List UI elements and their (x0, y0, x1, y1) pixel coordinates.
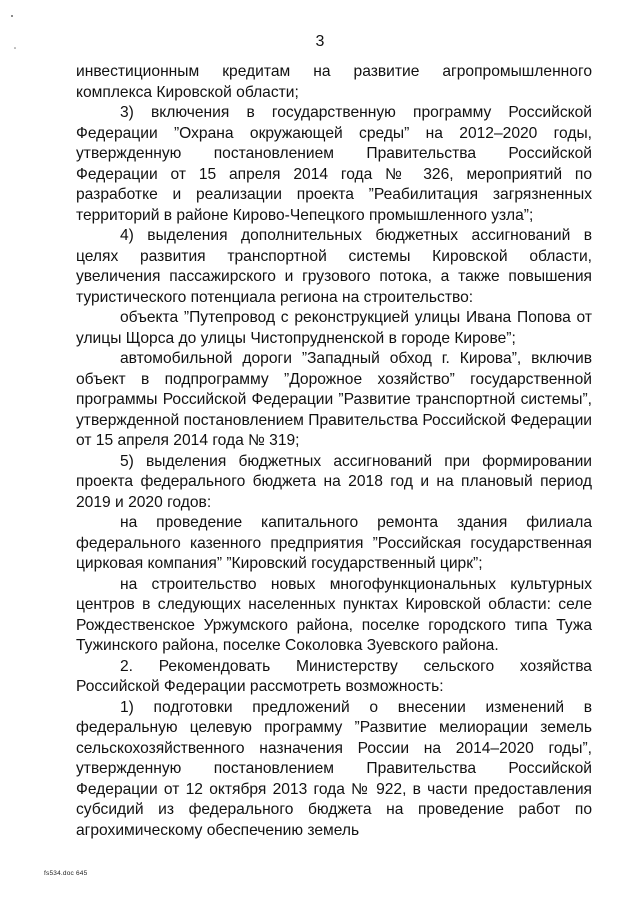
paragraph-western-bypass: автомобильной дороги ”Западный обход г. Кирова”, включив объект в подпрограмму ”Дорожное хозяйство” государственной программы Российской Федерации ”Развитие транспортной системы”, утвержденной постановлением Правительства Российской Федерации от 15 апреля 2014 года № 319; (76, 350, 592, 449)
paragraph-overpass: объекта ”Путепровод с реконструкцией улицы Ивана Попова от улицы Щорса до улицы Чистопрудненской в городе Кирове”; (76, 309, 592, 347)
paragraph-item-4: 4) выделения дополнительных бюджетных ассигнований в целях развития транспортной системы Кировской области, увеличения пассажирского и грузового потока, а также повышения туристического потенциала региона на строительство: (76, 227, 592, 306)
paragraph-melioration: 1) подготовки предложений о внесении изменений в федеральную целевую программу ”Развитие мелиорации земель сельскохозяйственного назначения России на 2014–2020 годы”, утвержденную постановлением Правительства Российской Федерации от 12 октября 2013 года № 922, в части предоставления субсидий из федерального бюджета на проведение работ по агрохимическому обеспечению земель (76, 698, 592, 839)
paragraph-section-2: 2. Рекомендовать Министерству сельского хозяйства Российской Федерации рассмотреть возможность: (76, 657, 592, 695)
paragraph-item-5: 5) выделения бюджетных ассигнований при формировании проекта федерального бюджета на 2018 год и на плановый период 2019 и 2020 годов: (76, 452, 592, 511)
paragraph-item-3: 3) включения в государственную программу Российской Федерации ”Охрана окружающей среды” на 2012–2020 годы, утвержденную постановлением Правительства Российской Федерации от 15 апреля 2014 года № 326, мероприятий по разработке и реализации проекта ”Реабилитация загрязненных территорий в районе Кирово-Чепецкого промышленного узла”; (76, 104, 592, 224)
document-body (76, 62, 592, 841)
paragraph-circus: на проведение капитального ремонта здания филиала федерального казенного предприятия ”Российская государственная цирковая компания” ”Кировский государственный цирк”; (76, 514, 592, 572)
page-number: 3 (315, 33, 325, 50)
paragraph-cultural-centers: на строительство новых многофункциональных культурных центров в следующих населенных пунктах Кировской области: селе Рождественское Уржумского района, поселке городского типа Тужа Тужинского района, поселке Соколовка Зуевского района. (76, 575, 592, 654)
paragraph-continuation: инвестиционным кредитам на развитие агропромышленного комплекса Кировской области; (76, 63, 592, 101)
footer-file-code: fs534.doc 645 (44, 870, 88, 877)
